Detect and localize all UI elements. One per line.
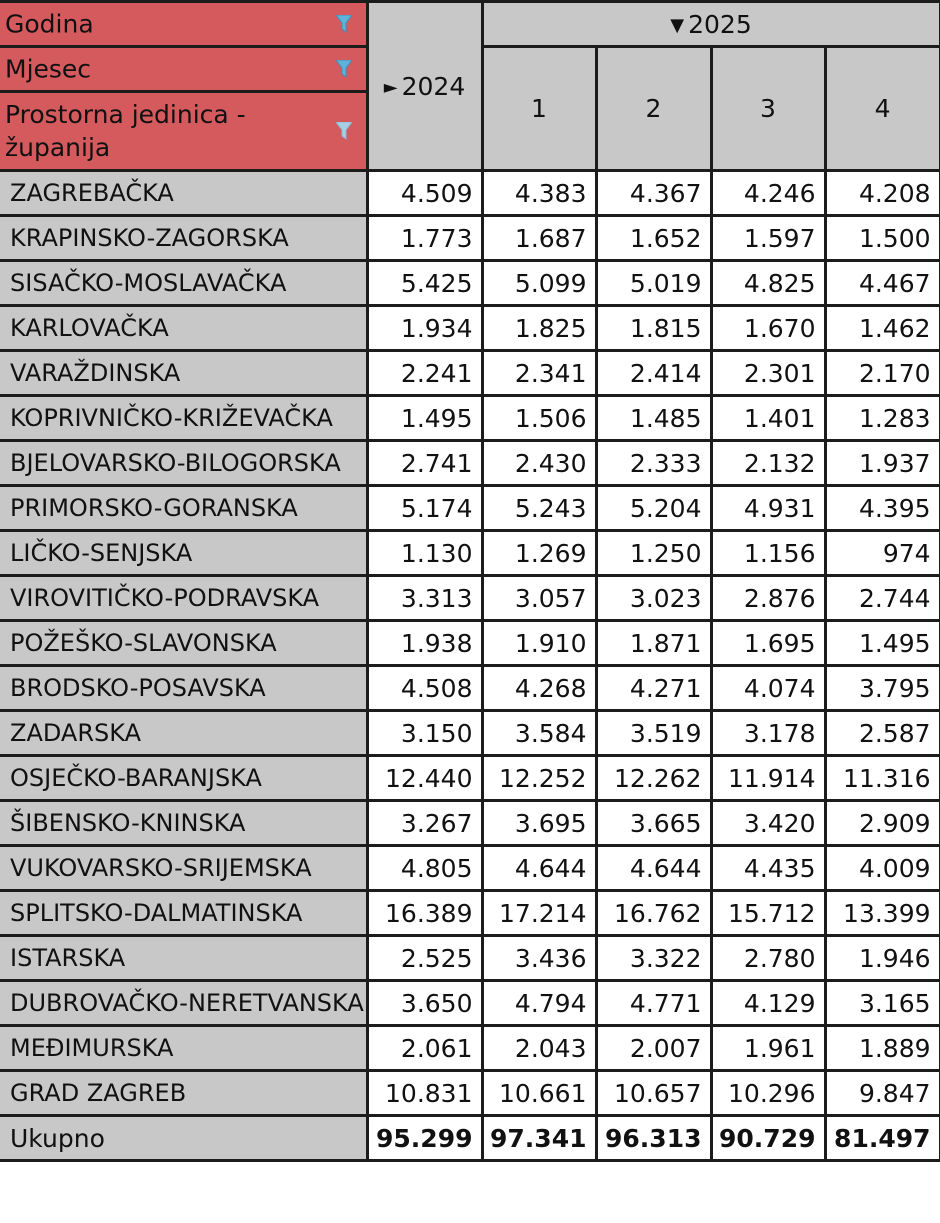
value-cell: 1.934: [367, 306, 482, 351]
row-label: KOPRIVNIČKO-KRIŽEVAČKA: [0, 396, 367, 441]
table-row: [0, 801, 940, 846]
value-cell: 4.771: [596, 981, 711, 1026]
table-row: [0, 1071, 940, 1116]
value-cell: 4.074: [711, 666, 825, 711]
value-cell: 1.283: [825, 396, 940, 441]
table-row: [0, 486, 940, 531]
total-row: [0, 1116, 940, 1161]
value-cell: 4.246: [711, 171, 825, 216]
value-cell: 2.061: [367, 1026, 482, 1071]
row-label: ZADARSKA: [0, 711, 367, 756]
table-row: [0, 756, 940, 801]
value-cell: 11.914: [711, 756, 825, 801]
value-cell: 1.597: [711, 216, 825, 261]
value-cell: 4.009: [825, 846, 940, 891]
row-label: BRODSKO-POSAVSKA: [0, 666, 367, 711]
value-cell: 3.795: [825, 666, 940, 711]
row-label: SISAČKO-MOSLAVAČKA: [0, 261, 367, 306]
value-cell: 13.399: [825, 891, 940, 936]
total-cell: 95.299: [367, 1116, 482, 1161]
collapse-caret-icon[interactable]: ▼: [670, 14, 685, 36]
value-cell: 1.815: [596, 306, 711, 351]
value-cell: 1.961: [711, 1026, 825, 1071]
value-cell: 2.876: [711, 576, 825, 621]
row-label: POŽEŠKO-SLAVONSKA: [0, 621, 367, 666]
value-cell: 4.644: [596, 846, 711, 891]
row-label: PRIMORSKO-GORANSKA: [0, 486, 367, 531]
value-cell: 3.695: [482, 801, 596, 846]
value-cell: 2.909: [825, 801, 940, 846]
column-header-month-1[interactable]: 1: [482, 47, 596, 171]
value-cell: 2.414: [596, 351, 711, 396]
value-cell: 2.430: [482, 441, 596, 486]
value-cell: 1.462: [825, 306, 940, 351]
value-cell: 4.467: [825, 261, 940, 306]
filter-funnel-icon[interactable]: [336, 15, 352, 33]
filter-year-label: Godina: [5, 9, 94, 39]
value-cell: 1.130: [367, 531, 482, 576]
row-label: OSJEČKO-BARANJSKA: [0, 756, 367, 801]
table-row: [0, 711, 940, 756]
table-row: [0, 621, 940, 666]
column-header-2025-label: 2025: [688, 9, 752, 39]
value-cell: 3.150: [367, 711, 482, 756]
value-cell: 2.043: [482, 1026, 596, 1071]
value-cell: 5.174: [367, 486, 482, 531]
value-cell: 2.741: [367, 441, 482, 486]
value-cell: 1.269: [482, 531, 596, 576]
value-cell: 2.341: [482, 351, 596, 396]
column-header-2025[interactable]: [482, 2, 940, 47]
row-label: VUKOVARSKO-SRIJEMSKA: [0, 846, 367, 891]
value-cell: 12.440: [367, 756, 482, 801]
value-cell: 5.019: [596, 261, 711, 306]
value-cell: 16.762: [596, 891, 711, 936]
value-cell: 10.296: [711, 1071, 825, 1116]
value-cell: 2.241: [367, 351, 482, 396]
column-header-2024-label: 2024: [401, 71, 466, 101]
value-cell: 1.495: [367, 396, 482, 441]
value-cell: 974: [825, 531, 940, 576]
column-header-month-2[interactable]: 2: [596, 47, 711, 171]
value-cell: 3.665: [596, 801, 711, 846]
value-cell: 5.425: [367, 261, 482, 306]
value-cell: 1.871: [596, 621, 711, 666]
value-cell: 17.214: [482, 891, 596, 936]
table-row: [0, 666, 940, 711]
table-row: [0, 981, 940, 1026]
value-cell: 3.313: [367, 576, 482, 621]
table-row: [0, 351, 940, 396]
table-row: [0, 171, 940, 216]
value-cell: 3.650: [367, 981, 482, 1026]
expand-caret-icon[interactable]: ►: [383, 76, 398, 98]
table-row: [0, 891, 940, 936]
value-cell: 16.389: [367, 891, 482, 936]
value-cell: 1.485: [596, 396, 711, 441]
value-cell: 4.208: [825, 171, 940, 216]
table-row: [0, 396, 940, 441]
value-cell: 10.831: [367, 1071, 482, 1116]
value-cell: 1.825: [482, 306, 596, 351]
table-row: [0, 441, 940, 486]
value-cell: 3.519: [596, 711, 711, 756]
value-cell: 1.401: [711, 396, 825, 441]
value-cell: 4.268: [482, 666, 596, 711]
value-cell: 2.170: [825, 351, 940, 396]
value-cell: 1.695: [711, 621, 825, 666]
column-header-2024[interactable]: [367, 2, 482, 171]
value-cell: 3.267: [367, 801, 482, 846]
value-cell: 3.165: [825, 981, 940, 1026]
value-cell: 1.938: [367, 621, 482, 666]
value-cell: 9.847: [825, 1071, 940, 1116]
value-cell: 1.500: [825, 216, 940, 261]
value-cell: 1.773: [367, 216, 482, 261]
value-cell: 1.910: [482, 621, 596, 666]
value-cell: 4.825: [711, 261, 825, 306]
row-label: ISTARSKA: [0, 936, 367, 981]
value-cell: 4.509: [367, 171, 482, 216]
value-cell: 2.780: [711, 936, 825, 981]
value-cell: 4.508: [367, 666, 482, 711]
table-row: [0, 531, 940, 576]
value-cell: 3.436: [482, 936, 596, 981]
value-cell: 4.129: [711, 981, 825, 1026]
row-label: DUBROVAČKO-NERETVANSKA: [0, 981, 367, 1026]
value-cell: 4.794: [482, 981, 596, 1026]
value-cell: 1.889: [825, 1026, 940, 1071]
value-cell: 11.316: [825, 756, 940, 801]
total-cell: 96.313: [596, 1116, 711, 1161]
value-cell: 1.937: [825, 441, 940, 486]
value-cell: 15.712: [711, 891, 825, 936]
filter-funnel-icon[interactable]: [336, 122, 352, 140]
table-row: [0, 576, 940, 621]
value-cell: 10.657: [596, 1071, 711, 1116]
filter-region-label: Prostorna jedinica - županija: [5, 100, 246, 162]
value-cell: 2.525: [367, 936, 482, 981]
filter-region[interactable]: [0, 92, 367, 171]
total-cell: 97.341: [482, 1116, 596, 1161]
filter-funnel-icon[interactable]: [336, 60, 352, 78]
row-label: ŠIBENSKO-KNINSKA: [0, 801, 367, 846]
column-header-month-4[interactable]: 4: [825, 47, 940, 171]
value-cell: 3.023: [596, 576, 711, 621]
value-cell: 4.931: [711, 486, 825, 531]
value-cell: 2.132: [711, 441, 825, 486]
table-row: [0, 1026, 940, 1071]
value-cell: 4.435: [711, 846, 825, 891]
table-row: [0, 846, 940, 891]
value-cell: 3.584: [482, 711, 596, 756]
value-cell: 4.644: [482, 846, 596, 891]
value-cell: 1.946: [825, 936, 940, 981]
filter-year[interactable]: [0, 2, 367, 47]
row-label: KARLOVAČKA: [0, 306, 367, 351]
total-label: Ukupno: [0, 1116, 367, 1161]
row-label: GRAD ZAGREB: [0, 1071, 367, 1116]
value-cell: 1.506: [482, 396, 596, 441]
column-header-month-3[interactable]: 3: [711, 47, 825, 171]
value-cell: 4.395: [825, 486, 940, 531]
row-label: VIROVITIČKO-PODRAVSKA: [0, 576, 367, 621]
value-cell: 5.204: [596, 486, 711, 531]
value-cell: 3.322: [596, 936, 711, 981]
total-cell: 81.497: [825, 1116, 940, 1161]
value-cell: 2.587: [825, 711, 940, 756]
row-label: KRAPINSKO-ZAGORSKA: [0, 216, 367, 261]
value-cell: 4.383: [482, 171, 596, 216]
value-cell: 4.805: [367, 846, 482, 891]
value-cell: 1.156: [711, 531, 825, 576]
value-cell: 3.420: [711, 801, 825, 846]
value-cell: 2.301: [711, 351, 825, 396]
table-row: [0, 936, 940, 981]
row-label: VARAŽDINSKA: [0, 351, 367, 396]
row-label: BJELOVARSKO-BILOGORSKA: [0, 441, 367, 486]
filter-month[interactable]: [0, 47, 367, 92]
value-cell: 1.687: [482, 216, 596, 261]
total-cell: 90.729: [711, 1116, 825, 1161]
value-cell: 1.670: [711, 306, 825, 351]
value-cell: 3.178: [711, 711, 825, 756]
value-cell: 5.099: [482, 261, 596, 306]
value-cell: 12.262: [596, 756, 711, 801]
table-row: [0, 306, 940, 351]
row-label: SPLITSKO-DALMATINSKA: [0, 891, 367, 936]
value-cell: 1.495: [825, 621, 940, 666]
value-cell: 4.367: [596, 171, 711, 216]
value-cell: 2.744: [825, 576, 940, 621]
row-label: MEĐIMURSKA: [0, 1026, 367, 1071]
value-cell: 2.007: [596, 1026, 711, 1071]
value-cell: 4.271: [596, 666, 711, 711]
value-cell: 1.652: [596, 216, 711, 261]
value-cell: 2.333: [596, 441, 711, 486]
value-cell: 3.057: [482, 576, 596, 621]
table-row: [0, 261, 940, 306]
table-row: [0, 216, 940, 261]
filter-month-label: Mjesec: [5, 54, 92, 84]
row-label: ZAGREBAČKA: [0, 171, 367, 216]
row-label: LIČKO-SENJSKA: [0, 531, 367, 576]
value-cell: 10.661: [482, 1071, 596, 1116]
value-cell: 12.252: [482, 756, 596, 801]
value-cell: 1.250: [596, 531, 711, 576]
value-cell: 5.243: [482, 486, 596, 531]
